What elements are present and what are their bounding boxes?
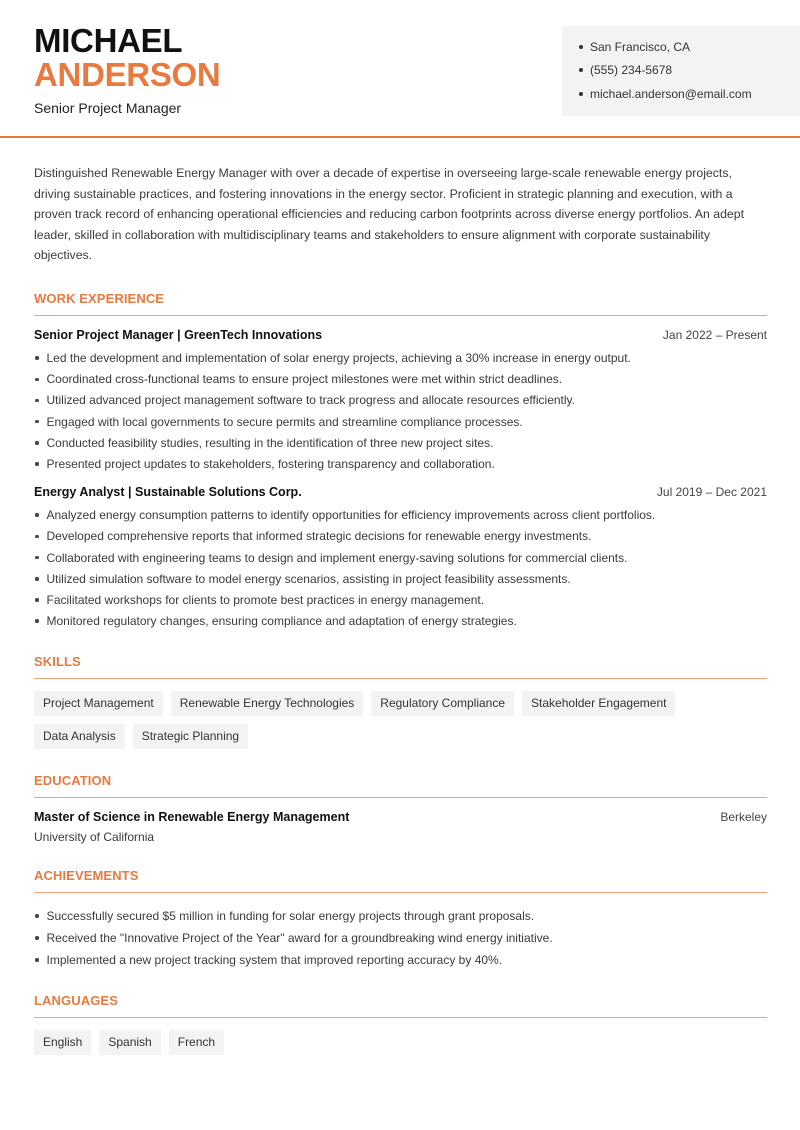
- list-item: [34, 927, 767, 949]
- contact-phone-text: (555) 234-5678: [590, 63, 673, 78]
- bullet-text: Analyzed energy consumption patterns to identify opportunities for efficiency improvements across client portfolios.: [46, 508, 656, 523]
- bullet-text: Engaged with local governments to secure permits and streamline compliance processes.: [46, 414, 523, 429]
- section-title-languages: LANGUAGES: [34, 993, 767, 1018]
- bullet-text: Coordinated cross-functional teams to ensure project milestones were met within strict deadlines.: [46, 372, 563, 387]
- list-item: [34, 453, 767, 474]
- bullet-icon: [35, 378, 39, 382]
- list-item: [34, 369, 767, 390]
- skill-tag: Project Management: [34, 691, 163, 716]
- list-item: [34, 390, 767, 411]
- work-experience-section: [34, 291, 767, 632]
- job-dates: Jul 2019 – Dec 2021: [656, 484, 767, 499]
- bullet-icon: [35, 577, 39, 581]
- skill-tag: Regulatory Compliance: [371, 691, 514, 716]
- job-bullets: [34, 505, 767, 632]
- contact-box: [562, 26, 800, 116]
- bullet-text: Led the development and implementation of solar energy projects, achieving a 30% increase in energy output.: [46, 351, 631, 366]
- summary: Distinguished Renewable Energy Manager with over a decade of expertise in overseeing large-scale renewable energy projects, driving sustainable practices, and fostering innovations in the energy sector. Proficient in strategic planning and execution, with a proven track record of enhancing operational efficiencies and reducing carbon footprints across diverse energy portfolios. An adept leader, skilled in collaboration with multidisciplinary teams and stakeholders to ensure alignment with corporate sustainability objectives.: [34, 166, 745, 262]
- job-role: Senior Project Manager | GreenTech Innovations: [34, 327, 323, 342]
- bullet-icon: [35, 914, 39, 918]
- list-item: [34, 589, 767, 610]
- bullet-icon: [35, 598, 39, 602]
- section-title-work: WORK EXPERIENCE: [34, 291, 767, 316]
- education-school: University of California: [34, 829, 155, 844]
- job-dates: Jan 2022 – Present: [662, 327, 767, 342]
- bullet-text: Utilized simulation software to model energy scenarios, assisting in project feasibility assessments.: [46, 571, 571, 586]
- list-item: [34, 348, 767, 369]
- bullet-text: Presented project updates to stakeholders, fostering transparency and collaboration.: [46, 457, 495, 472]
- section-title-education: EDUCATION: [34, 773, 767, 798]
- bullet-icon: [35, 420, 39, 424]
- education-degree: Master of Science in Renewable Energy Management: [34, 809, 350, 824]
- bullet-text: Utilized advanced project management software to track progress and allocate resources efficiently.: [46, 393, 575, 408]
- skills-tags: [34, 691, 767, 749]
- achievement-text: Successfully secured $5 million in funding for solar energy projects through grant proposals.: [46, 908, 535, 923]
- list-item: [34, 432, 767, 453]
- bullet-icon: [35, 958, 39, 962]
- section-title-skills: SKILLS: [34, 654, 767, 679]
- list-item: [34, 611, 767, 632]
- contact-email-text[interactable]: michael.anderson@email.com: [590, 86, 752, 101]
- list-item: [34, 505, 767, 526]
- skill-tag: Stakeholder Engagement: [522, 691, 675, 716]
- skill-tag: Renewable Energy Technologies: [171, 691, 364, 716]
- resume-header: [0, 0, 800, 138]
- bullet-text: Developed comprehensive reports that informed strategic decisions for renewable energy investments.: [46, 529, 592, 544]
- contact-location-text: San Francisco, CA: [590, 39, 691, 54]
- bullet-icon: [579, 68, 583, 72]
- achievement-list: [34, 905, 767, 971]
- bullet-text: Collaborated with engineering teams to design and implement energy-saving solutions for commercial clients.: [46, 550, 628, 565]
- section-title-achievements: ACHIEVEMENTS: [34, 868, 767, 893]
- achievements-section: [34, 868, 767, 971]
- contact-location: [579, 35, 800, 59]
- bullet-icon: [35, 399, 39, 403]
- bullet-icon: [35, 462, 39, 466]
- resume-body: [34, 163, 767, 1055]
- job-bullets: [34, 348, 767, 475]
- bullet-icon: [35, 535, 39, 539]
- bullet-icon: [35, 556, 39, 560]
- education-location: Berkeley: [720, 809, 767, 824]
- list-item: [34, 905, 767, 927]
- contact-email[interactable]: [579, 82, 800, 106]
- bullet-text: Monitored regulatory changes, ensuring compliance and adaptation of energy strategies.: [46, 614, 517, 629]
- list-item: [34, 547, 767, 568]
- bullet-icon: [579, 92, 583, 96]
- job-role: Energy Analyst | Sustainable Solutions Corp.: [34, 484, 302, 499]
- education-section: [34, 773, 767, 844]
- language-tag: English: [34, 1030, 91, 1055]
- list-item: [34, 568, 767, 589]
- bullet-icon: [35, 513, 39, 517]
- achievement-text: Implemented a new project tracking system that improved reporting accuracy by 40%.: [46, 952, 503, 967]
- bullet-text: Conducted feasibility studies, resulting in the identification of three new project sites.: [46, 435, 494, 450]
- language-tags: [34, 1030, 767, 1055]
- job-entry: [34, 485, 767, 632]
- bullet-text: Facilitated workshops for clients to promote best practices in energy management.: [46, 592, 485, 607]
- achievement-text: Received the "Innovative Project of the Year" award for a groundbreaking wind energy initiative.: [46, 930, 553, 945]
- contact-phone: [579, 59, 800, 83]
- language-tag: Spanish: [99, 1030, 160, 1055]
- bullet-icon: [35, 356, 39, 360]
- bullet-icon: [35, 936, 39, 940]
- first-name: MICHAEL: [34, 22, 183, 59]
- bullet-icon: [35, 441, 39, 445]
- skill-tag: Strategic Planning: [133, 724, 248, 749]
- bullet-icon: [35, 619, 39, 623]
- list-item: [34, 949, 767, 971]
- skills-section: [34, 654, 767, 749]
- job-entry: [34, 328, 767, 475]
- list-item: [34, 411, 767, 432]
- job-title: Senior Project Manager: [34, 100, 182, 116]
- bullet-icon: [579, 45, 583, 49]
- last-name: ANDERSON: [34, 56, 221, 93]
- languages-section: [34, 993, 767, 1055]
- skill-tag: Data Analysis: [34, 724, 125, 749]
- list-item: [34, 526, 767, 547]
- language-tag: French: [169, 1030, 224, 1055]
